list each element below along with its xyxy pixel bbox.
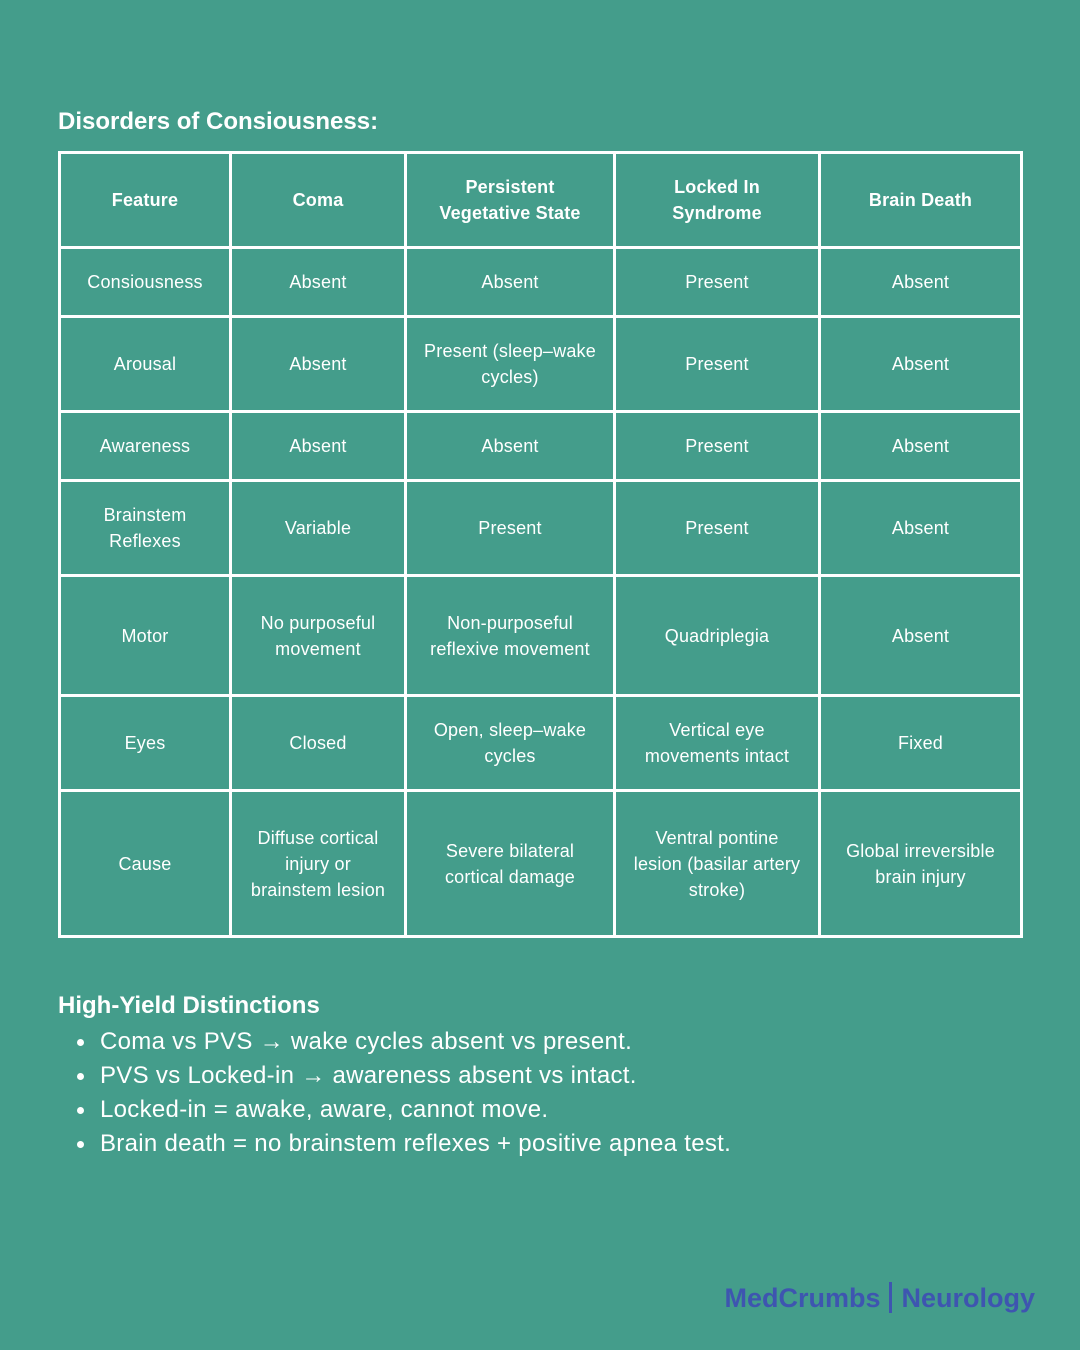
table-row: [60, 248, 1022, 317]
table-cell: Variable: [231, 481, 406, 576]
table-cell: Absent: [406, 412, 615, 481]
table-cell: Present (sleep–wake cycles): [406, 317, 615, 412]
table-cell: No purposeful movement: [231, 576, 406, 696]
header-cell: Feature: [60, 153, 231, 248]
table-cell: Ventral pontine lesion (basilar artery stroke): [615, 791, 820, 937]
table-cell: Quadriplegia: [615, 576, 820, 696]
table-cell: Absent: [231, 248, 406, 317]
table-cell: Present: [615, 481, 820, 576]
bullet-icon: [77, 1039, 84, 1046]
table-cell: Absent: [820, 576, 1022, 696]
table-cell: Cause: [60, 791, 231, 937]
list-item: [58, 1025, 731, 1059]
table-cell: Open, sleep–wake cycles: [406, 696, 615, 791]
disorders-table: [58, 151, 1023, 938]
table-cell: Present: [615, 412, 820, 481]
table-row: [60, 576, 1022, 696]
table-cell: Diffuse cortical injury or brainstem lesion: [231, 791, 406, 937]
table-cell: Present: [615, 317, 820, 412]
bullet-icon: [77, 1107, 84, 1114]
list-item-text: Coma vs PVS → wake cycles absent vs present.: [100, 1028, 633, 1055]
table-row: [60, 412, 1022, 481]
brand-name: MedCrumbs: [724, 1283, 881, 1313]
table-cell: Present: [615, 248, 820, 317]
table-cell: Absent: [406, 248, 615, 317]
table-cell: Global irreversible brain injury: [820, 791, 1022, 937]
table-cell: Consiousness: [60, 248, 231, 317]
header-cell: Brain Death: [820, 153, 1022, 248]
table-cell: Absent: [820, 248, 1022, 317]
table-cell: Present: [406, 481, 615, 576]
brand-footer: [724, 1282, 1035, 1314]
table-row: [60, 696, 1022, 791]
table-cell: Absent: [231, 317, 406, 412]
table-row: [60, 791, 1022, 937]
table-cell: Absent: [820, 412, 1022, 481]
table-cell: Absent: [820, 317, 1022, 412]
list-item-text: PVS vs Locked-in → awareness absent vs intact.: [100, 1062, 637, 1089]
table-cell: Eyes: [60, 696, 231, 791]
header-cell: Locked In Syndrome: [615, 153, 820, 248]
table-cell: Non-purposeful reflexive movement: [406, 576, 615, 696]
table-cell: Closed: [231, 696, 406, 791]
table-cell: Brainstem Reflexes: [60, 481, 231, 576]
brand-section: Neurology: [901, 1283, 1035, 1313]
table-cell: Severe bilateral cortical damage: [406, 791, 615, 937]
table-cell: Absent: [820, 481, 1022, 576]
table-row: [60, 481, 1022, 576]
header-cell: Persistent Vegetative State: [406, 153, 615, 248]
page-title: Disorders of Consiousness:: [58, 108, 379, 135]
high-yield-title: High-Yield Distinctions: [58, 992, 320, 1019]
table-cell: Vertical eye movements intact: [615, 696, 820, 791]
list-item: [58, 1127, 731, 1161]
list-item-text: Locked-in = awake, aware, cannot move.: [100, 1096, 549, 1123]
high-yield-list: [58, 1025, 731, 1161]
table-cell: Arousal: [60, 317, 231, 412]
bullet-icon: [77, 1073, 84, 1080]
table-cell: Fixed: [820, 696, 1022, 791]
table-cell: Motor: [60, 576, 231, 696]
table-cell: Awareness: [60, 412, 231, 481]
list-item-text: Brain death = no brainstem reflexes + positive apnea test.: [100, 1130, 732, 1157]
header-cell: Coma: [231, 153, 406, 248]
table-row: [60, 317, 1022, 412]
table-header-row: [60, 153, 1022, 248]
list-item: [58, 1093, 731, 1127]
bullet-icon: [77, 1141, 84, 1148]
list-item: [58, 1059, 731, 1093]
table-cell: Absent: [231, 412, 406, 481]
brand-divider: [889, 1282, 892, 1313]
